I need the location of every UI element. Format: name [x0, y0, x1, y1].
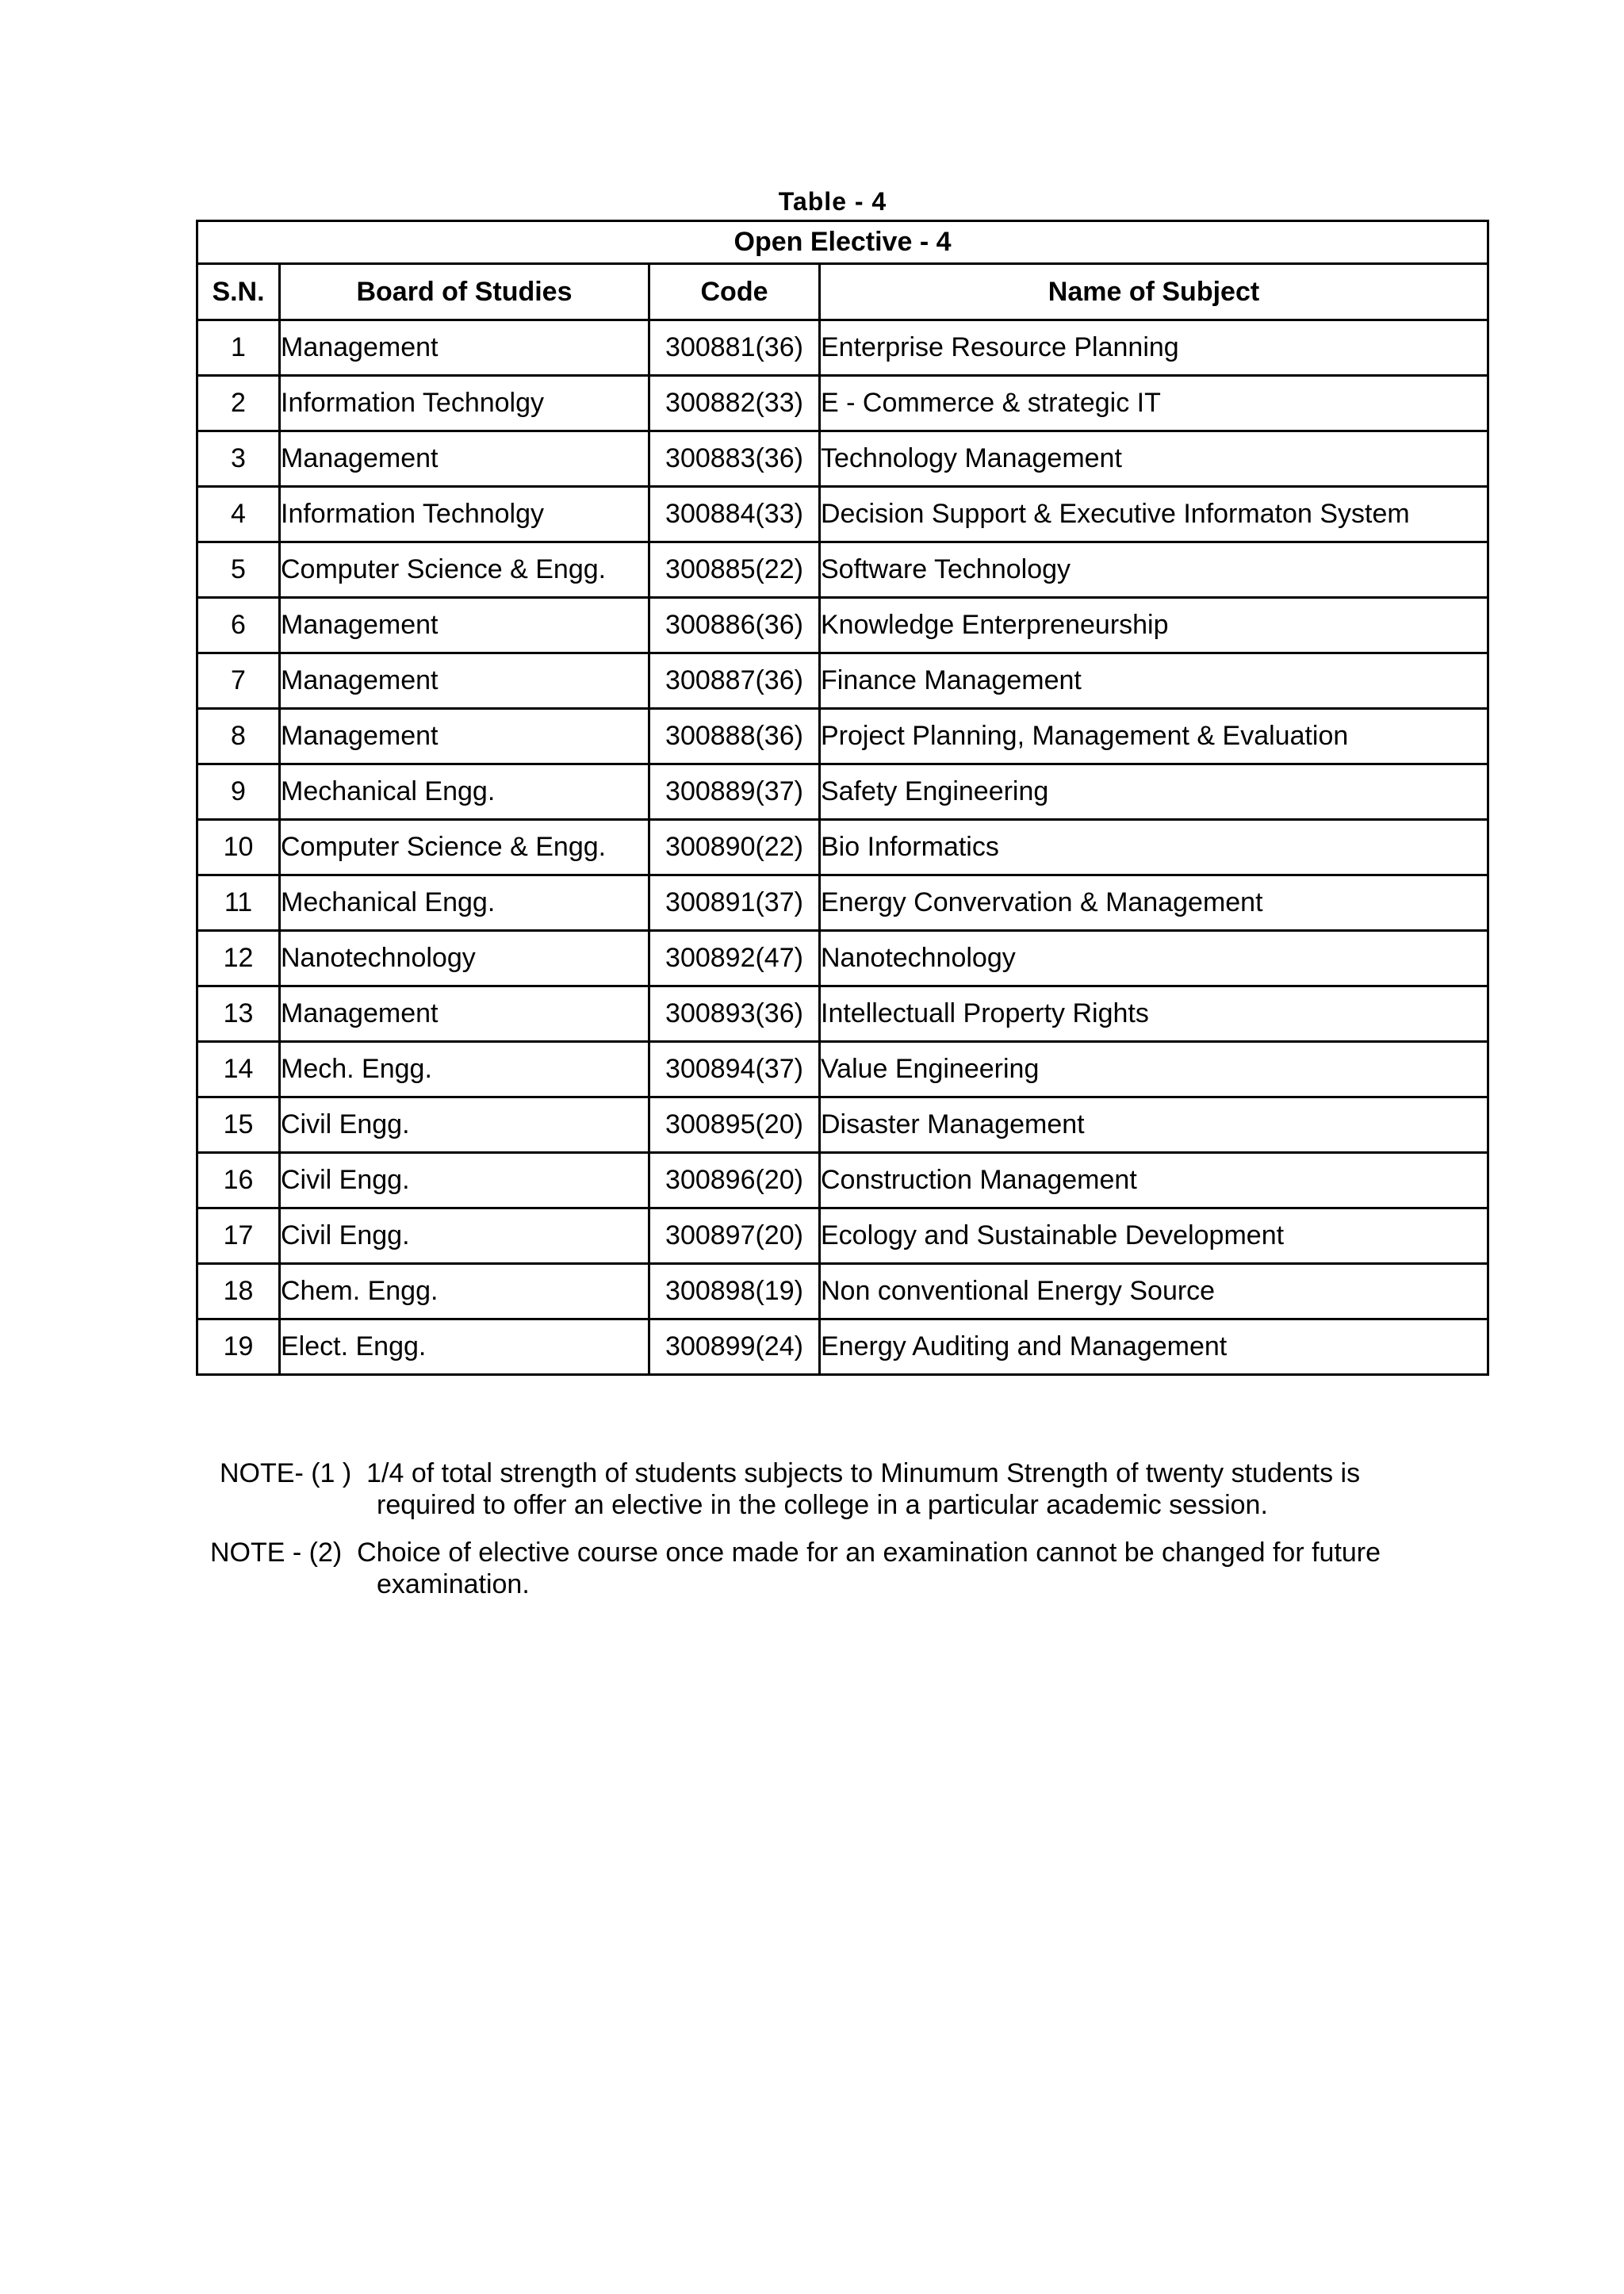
- table-row: [197, 598, 1488, 653]
- table-row: [197, 1153, 1488, 1208]
- cell-code: 300882(33): [649, 376, 820, 431]
- cell-code: 300888(36): [649, 709, 820, 764]
- table-caption: Table - 4: [778, 187, 887, 216]
- cell-sn: 6: [197, 598, 280, 653]
- table-row: [197, 986, 1488, 1042]
- cell-code: 300885(22): [649, 542, 820, 598]
- cell-sn: 8: [197, 709, 280, 764]
- cell-board-of-studies: Chem. Engg.: [280, 1264, 649, 1319]
- cell-sn: 18: [197, 1264, 280, 1319]
- cell-code: 300887(36): [649, 653, 820, 709]
- cell-subject-name: Intellectuall Property Rights: [820, 986, 1488, 1042]
- cell-subject-name: Energy Convervation & Management: [820, 875, 1488, 931]
- cell-subject-name: Finance Management: [820, 653, 1488, 709]
- cell-sn: 4: [197, 487, 280, 542]
- column-header-code: Code: [649, 264, 820, 320]
- cell-board-of-studies: Information Technolgy: [280, 487, 649, 542]
- cell-sn: 19: [197, 1319, 280, 1375]
- column-header-row: [197, 264, 1488, 320]
- cell-subject-name: Disaster Management: [820, 1097, 1488, 1153]
- cell-subject-name: Nanotechnology: [820, 931, 1488, 986]
- cell-sn: 2: [197, 376, 280, 431]
- notes-section: [210, 1457, 1479, 1616]
- table-row: [197, 431, 1488, 487]
- cell-sn: 17: [197, 1208, 280, 1264]
- cell-code: 300895(20): [649, 1097, 820, 1153]
- cell-sn: 7: [197, 653, 280, 709]
- table-row: [197, 320, 1488, 376]
- table-row: [197, 1264, 1488, 1319]
- column-header-board: Board of Studies: [280, 264, 649, 320]
- cell-subject-name: Technology Management: [820, 431, 1488, 487]
- cell-board-of-studies: Management: [280, 986, 649, 1042]
- table-row: [197, 376, 1488, 431]
- cell-code: 300896(20): [649, 1153, 820, 1208]
- table-row: [197, 931, 1488, 986]
- table-row: [197, 764, 1488, 820]
- cell-subject-name: Safety Engineering: [820, 764, 1488, 820]
- cell-board-of-studies: Management: [280, 598, 649, 653]
- table-row: [197, 1319, 1488, 1375]
- cell-sn: 1: [197, 320, 280, 376]
- cell-code: 300890(22): [649, 820, 820, 875]
- table-row: [197, 709, 1488, 764]
- cell-subject-name: Ecology and Sustainable Development: [820, 1208, 1488, 1264]
- table-row: [197, 542, 1488, 598]
- column-header-subject: Name of Subject: [820, 264, 1488, 320]
- table-row: [197, 487, 1488, 542]
- cell-sn: 12: [197, 931, 280, 986]
- table-row: [197, 1042, 1488, 1097]
- cell-sn: 9: [197, 764, 280, 820]
- cell-board-of-studies: Management: [280, 320, 649, 376]
- cell-sn: 10: [197, 820, 280, 875]
- cell-subject-name: Value Engineering: [820, 1042, 1488, 1097]
- table-row: [197, 820, 1488, 875]
- cell-subject-name: E - Commerce & strategic IT: [820, 376, 1488, 431]
- cell-subject-name: Project Planning, Management & Evaluation: [820, 709, 1488, 764]
- cell-code: 300894(37): [649, 1042, 820, 1097]
- cell-board-of-studies: Mechanical Engg.: [280, 764, 649, 820]
- table-row: [197, 1097, 1488, 1153]
- cell-subject-name: Decision Support & Executive Informaton System: [820, 487, 1488, 542]
- cell-board-of-studies: Management: [280, 653, 649, 709]
- cell-subject-name: Enterprise Resource Planning: [820, 320, 1488, 376]
- note-text-continued: required to offer an elective in the college in a particular academic session.: [377, 1490, 1268, 1520]
- table-body: [197, 320, 1488, 1375]
- cell-board-of-studies: Mech. Engg.: [280, 1042, 649, 1097]
- cell-board-of-studies: Information Technolgy: [280, 376, 649, 431]
- open-elective-table: [196, 220, 1489, 1376]
- cell-subject-name: Construction Management: [820, 1153, 1488, 1208]
- note-prefix: NOTE- (1 ): [220, 1458, 352, 1488]
- note-prefix: NOTE - (2): [210, 1538, 343, 1568]
- cell-board-of-studies: Computer Science & Engg.: [280, 542, 649, 598]
- cell-code: 300886(36): [649, 598, 820, 653]
- cell-code: 300897(20): [649, 1208, 820, 1264]
- cell-subject-name: Bio Informatics: [820, 820, 1488, 875]
- table-title-row: [197, 221, 1488, 264]
- table-row: [197, 653, 1488, 709]
- cell-code: 300883(36): [649, 431, 820, 487]
- cell-subject-name: Software Technology: [820, 542, 1488, 598]
- cell-board-of-studies: Management: [280, 709, 649, 764]
- cell-code: 300889(37): [649, 764, 820, 820]
- note-2: [210, 1537, 1479, 1600]
- cell-code: 300884(33): [649, 487, 820, 542]
- cell-sn: 15: [197, 1097, 280, 1153]
- cell-code: 300893(36): [649, 986, 820, 1042]
- note-1: [210, 1457, 1479, 1521]
- table-row: [197, 875, 1488, 931]
- cell-board-of-studies: Elect. Engg.: [280, 1319, 649, 1375]
- cell-sn: 16: [197, 1153, 280, 1208]
- cell-sn: 13: [197, 986, 280, 1042]
- cell-board-of-studies: Management: [280, 431, 649, 487]
- cell-board-of-studies: Mechanical Engg.: [280, 875, 649, 931]
- cell-code: 300892(47): [649, 931, 820, 986]
- cell-board-of-studies: Nanotechnology: [280, 931, 649, 986]
- cell-code: 300881(36): [649, 320, 820, 376]
- cell-board-of-studies: Civil Engg.: [280, 1208, 649, 1264]
- cell-code: 300891(37): [649, 875, 820, 931]
- note-text: 1/4 of total strength of students subjects to Minumum Strength of twenty students is: [366, 1458, 1361, 1488]
- cell-sn: 11: [197, 875, 280, 931]
- table-row: [197, 1208, 1488, 1264]
- cell-board-of-studies: Civil Engg.: [280, 1153, 649, 1208]
- cell-code: 300898(19): [649, 1264, 820, 1319]
- note-text: Choice of elective course once made for an examination cannot be changed for future: [357, 1538, 1381, 1568]
- cell-subject-name: Knowledge Enterpreneurship: [820, 598, 1488, 653]
- cell-sn: 3: [197, 431, 280, 487]
- note-text-continued: examination.: [377, 1569, 530, 1599]
- cell-subject-name: Non conventional Energy Source: [820, 1264, 1488, 1319]
- cell-board-of-studies: Computer Science & Engg.: [280, 820, 649, 875]
- cell-sn: 5: [197, 542, 280, 598]
- cell-board-of-studies: Civil Engg.: [280, 1097, 649, 1153]
- table-title: Open Elective - 4: [197, 221, 1488, 264]
- column-header-sn: S.N.: [197, 264, 280, 320]
- cell-sn: 14: [197, 1042, 280, 1097]
- cell-code: 300899(24): [649, 1319, 820, 1375]
- cell-subject-name: Energy Auditing and Management: [820, 1319, 1488, 1375]
